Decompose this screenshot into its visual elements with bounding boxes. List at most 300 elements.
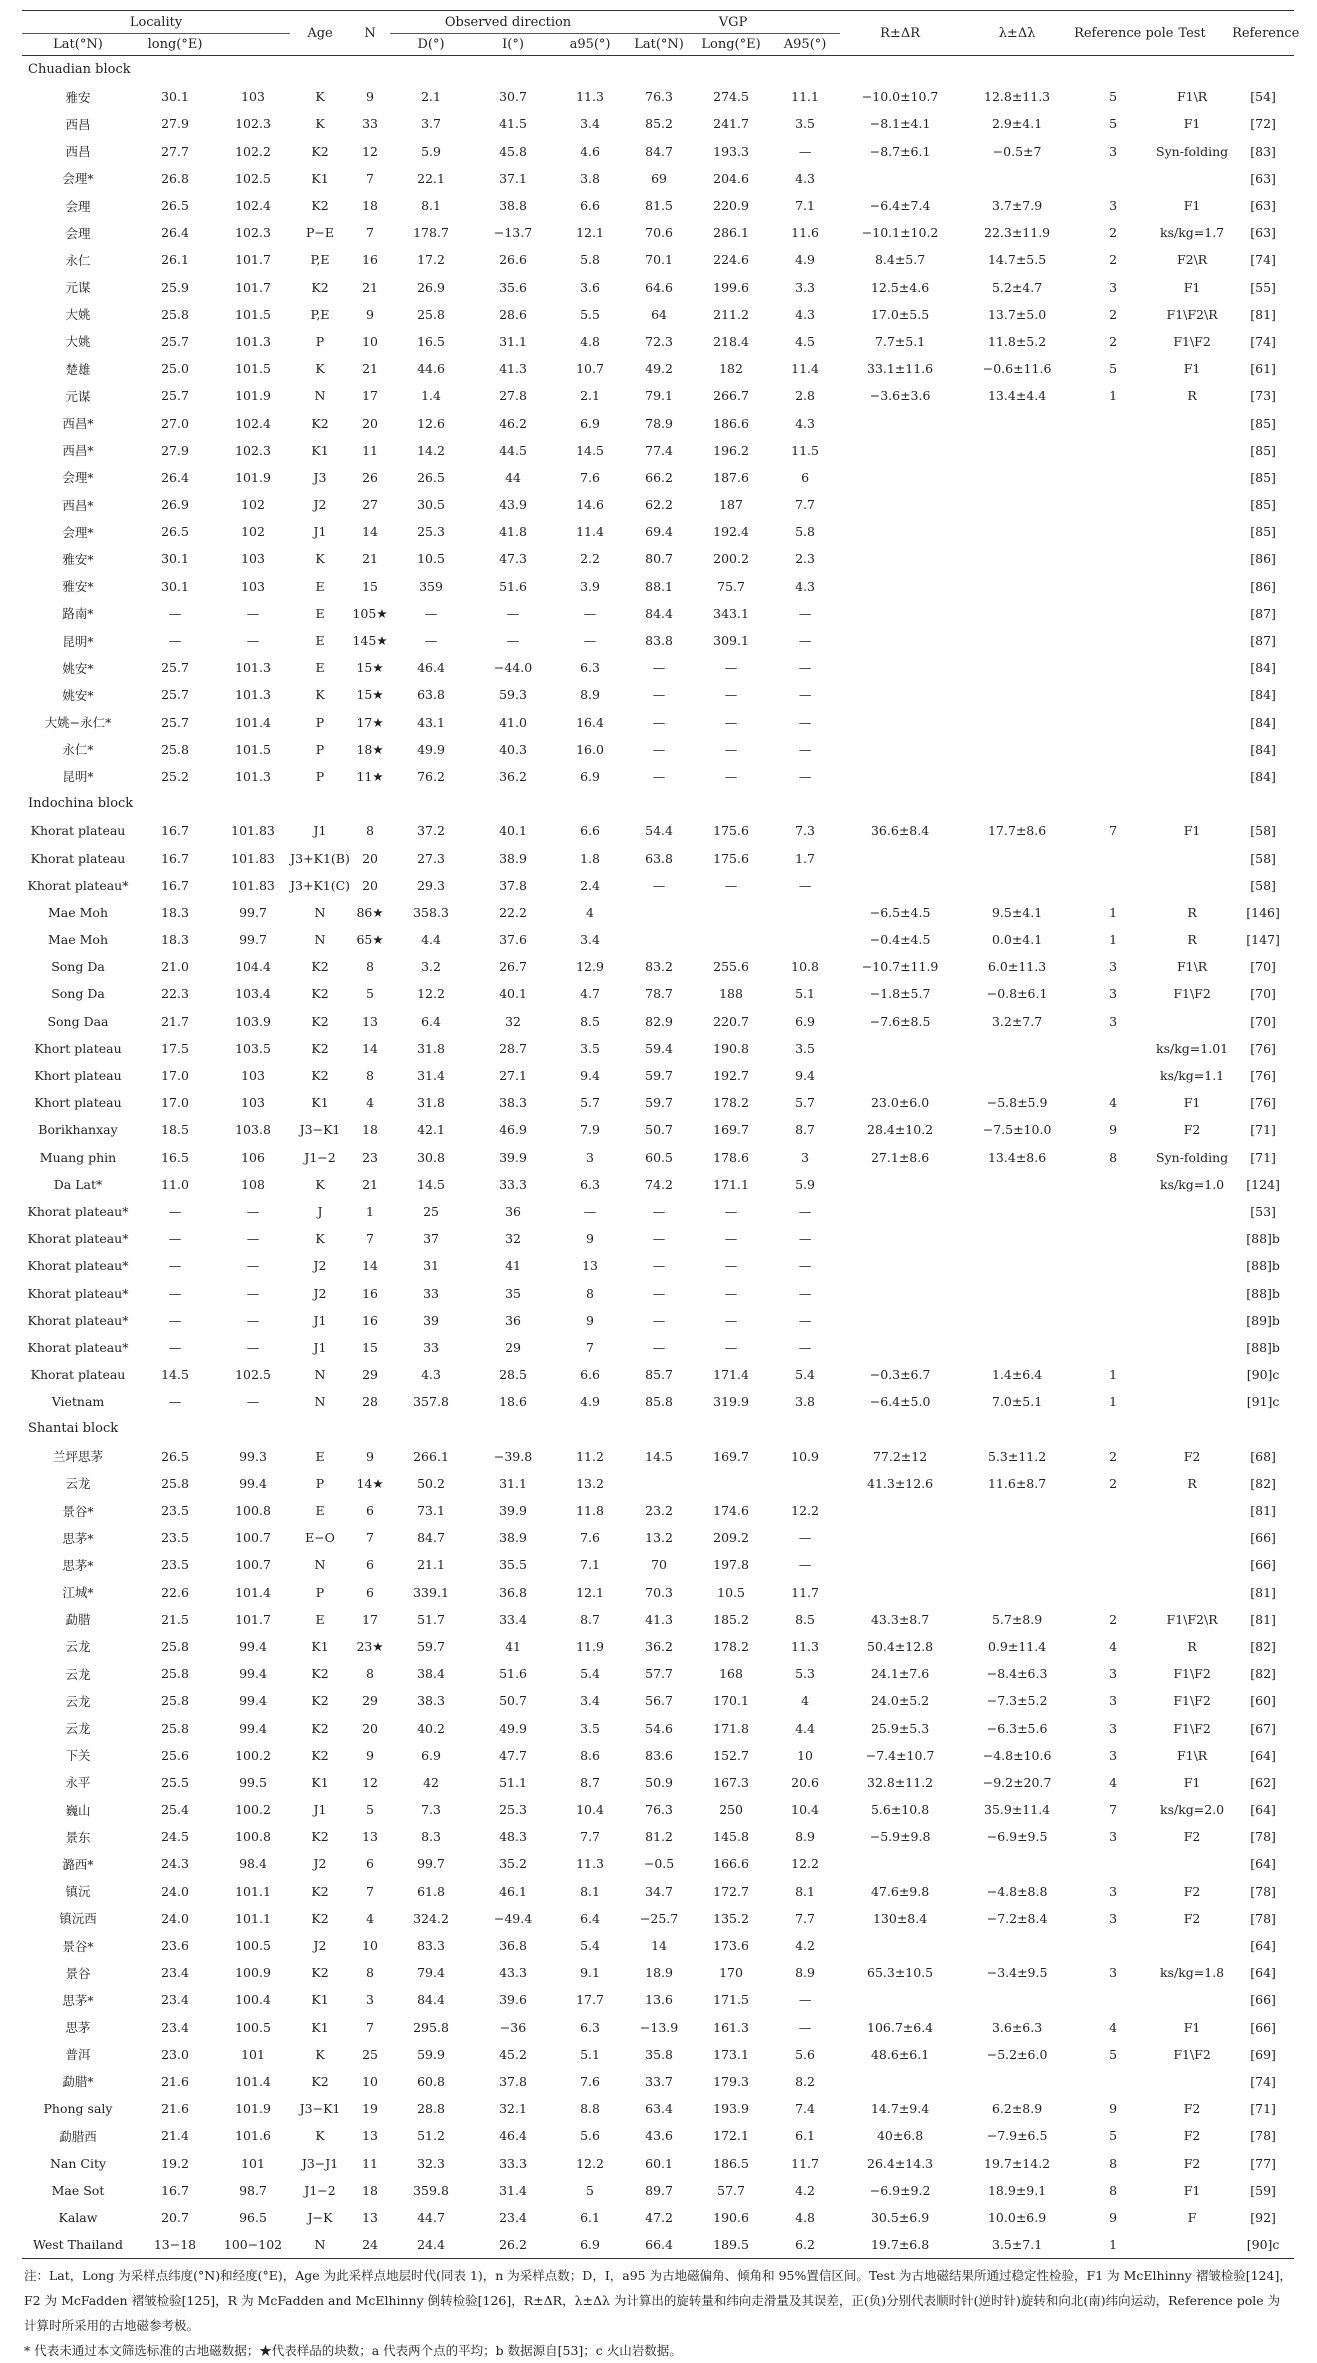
table-cell: 11.3 <box>576 89 604 105</box>
table-cell: — <box>798 1258 812 1274</box>
table-cell: 40.1 <box>499 823 527 839</box>
table-cell: 102 <box>241 524 265 540</box>
locality-cell: 勐腊西 <box>59 2128 97 2144</box>
table-cell: 101.5 <box>235 361 271 377</box>
table-cell <box>1074 573 1152 600</box>
table-cell: [63] <box>1250 198 1276 214</box>
table-cell <box>1152 1986 1232 2013</box>
table-cell: 24.0 <box>161 1883 189 1899</box>
table-cell: 8 <box>366 1965 374 1981</box>
table-cell: 7 <box>366 1883 374 1899</box>
table-cell <box>1074 1932 1152 1959</box>
locality-cell: Khorat plateau* <box>27 1231 129 1247</box>
table-cell: K1 <box>311 1774 329 1790</box>
table-row <box>22 573 1294 600</box>
table-cell: ks/kg=1.0 <box>1160 1176 1225 1192</box>
table-cell: 5.7±8.9 <box>991 1611 1043 1627</box>
table-cell: −36 <box>499 2019 527 2035</box>
table-cell: 25.8 <box>161 1475 189 1491</box>
table-cell: E <box>315 1448 325 1464</box>
table-cell: −10.1±10.2 <box>861 225 939 241</box>
table-row <box>22 2041 1294 2068</box>
table-cell: [76] <box>1250 1095 1276 1111</box>
table-cell: 8.7 <box>580 1774 600 1790</box>
table-cell: 7.7 <box>580 1829 600 1845</box>
locality-cell: 西昌 <box>65 144 91 160</box>
table-row <box>22 1769 1294 1796</box>
table-cell: 16.5 <box>161 1149 189 1165</box>
table-cell: 6.3 <box>580 1176 600 1192</box>
table-cell: K2 <box>311 1829 329 1845</box>
table-cell: [70] <box>1250 986 1276 1002</box>
table-cell: 274.5 <box>713 89 749 105</box>
table-cell: 54.4 <box>645 823 673 839</box>
table-cell: 4.4 <box>795 1720 815 1736</box>
table-cell: 63.4 <box>645 2101 673 2117</box>
table-cell: 6.2±8.9 <box>991 2101 1043 2117</box>
locality-cell: 雅安 <box>65 89 91 105</box>
table-cell: 193.9 <box>713 2101 749 2117</box>
table-cell: — <box>246 633 260 649</box>
table-cell <box>960 681 1074 708</box>
block-heading-row <box>22 1415 1294 1442</box>
table-cell: 15 <box>362 578 378 594</box>
table-cell: 7.9 <box>580 1122 600 1138</box>
table-cell <box>1152 627 1232 654</box>
table-cell: 103.9 <box>235 1013 271 1029</box>
table-cell: — <box>424 605 438 621</box>
table-cell <box>960 518 1074 545</box>
table-cell: 23.5 <box>161 1530 189 1546</box>
table-cell: K2 <box>311 198 329 214</box>
table-cell <box>1074 1334 1152 1361</box>
table-cell: 12.1 <box>576 225 604 241</box>
table-cell: [88]b <box>1246 1285 1280 1301</box>
table-cell: 224.6 <box>713 252 749 268</box>
table-cell: −5.2±6.0 <box>986 2046 1048 2062</box>
table-cell: P <box>315 333 325 349</box>
table-cell: 36.2 <box>645 1638 673 1654</box>
table-cell: [53] <box>1250 1203 1276 1219</box>
table-cell: F <box>1187 2209 1197 2225</box>
table-cell: 26.7 <box>499 959 527 975</box>
table-cell: 26.2 <box>472 2231 554 2259</box>
table-cell: 19.2 <box>161 2155 189 2171</box>
table-cell: [85] <box>1250 469 1276 485</box>
table-cell: 4.6 <box>580 143 600 159</box>
table-cell: 69 <box>651 170 667 186</box>
table-cell: 25.9 <box>161 279 189 295</box>
table-cell: 3 <box>1109 1965 1118 1981</box>
table-cell <box>1074 1579 1152 1606</box>
table-cell: 4 <box>366 1095 374 1111</box>
table-cell <box>960 1225 1074 1252</box>
table-cell: 25.5 <box>161 1774 189 1790</box>
header-declination: D(°) <box>417 37 445 52</box>
table-cell: 101.4 <box>235 714 271 730</box>
table-cell: 3.8 <box>580 170 600 186</box>
table-cell: 27.9 <box>161 116 189 132</box>
table-cell: 2 <box>1109 225 1118 241</box>
table-cell: [83] <box>1250 143 1276 159</box>
locality-cell: 会理 <box>65 198 91 214</box>
paper-table-page <box>22 10 1300 2363</box>
table-cell: 41 <box>505 1258 521 1274</box>
table-cell: [146] <box>1246 904 1280 920</box>
table-cell: [70] <box>1250 1013 1276 1029</box>
table-cell: [81] <box>1250 1611 1276 1627</box>
table-cell: 17 <box>362 1611 378 1627</box>
block-title: Indochina block <box>28 796 134 812</box>
table-cell: F1\F2 <box>1173 1720 1211 1736</box>
table-cell: 9 <box>1109 1122 1118 1138</box>
table-row <box>22 1035 1294 1062</box>
locality-cell: 大姚−永仁* <box>44 715 112 731</box>
table-cell: ks/kg=2.0 <box>1160 1802 1225 1818</box>
table-row <box>22 464 1294 491</box>
table-cell: — <box>652 1285 666 1301</box>
table-cell: K2 <box>311 1747 329 1763</box>
table-cell: 3.5 <box>795 116 815 132</box>
table-cell: 26.4 <box>161 469 189 485</box>
table-cell: 9 <box>366 1747 374 1763</box>
table-row <box>22 844 1294 871</box>
table-cell: 41.8 <box>499 524 527 540</box>
table-cell: 173.1 <box>713 2046 749 2062</box>
header-blank <box>216 34 290 56</box>
table-cell: 5.1 <box>580 2046 600 2062</box>
table-cell: 46.2 <box>499 415 527 431</box>
table-cell: 2 <box>1109 333 1118 349</box>
table-row <box>22 2014 1294 2041</box>
table-cell: N <box>290 2231 350 2259</box>
table-cell: 170.1 <box>713 1693 749 1709</box>
table-cell <box>840 600 960 627</box>
table-cell: K2 <box>311 1666 329 1682</box>
table-cell: 3 <box>1109 1666 1118 1682</box>
table-cell: 18★ <box>356 741 384 757</box>
table-cell: 25.7 <box>161 660 189 676</box>
table-cell <box>626 899 692 926</box>
table-cell: 6 <box>366 1557 374 1573</box>
table-cell: — <box>724 660 738 676</box>
table-cell: 13.2 <box>645 1530 673 1546</box>
table-cell: 36.8 <box>499 1938 527 1954</box>
table-cell: 9.4 <box>580 1068 600 1084</box>
table-cell: 50.7 <box>645 1122 673 1138</box>
table-cell: F1 <box>1183 361 1201 377</box>
table-cell <box>1152 1850 1232 1877</box>
table-cell: 23★ <box>356 1638 384 1654</box>
table-cell: 4.3 <box>795 170 815 186</box>
table-cell <box>1074 709 1152 736</box>
table-cell: 21 <box>362 361 378 377</box>
table-cell: 7 <box>366 2019 374 2035</box>
table-cell: E <box>315 660 325 676</box>
table-cell: 4 <box>801 1693 810 1709</box>
table-cell <box>960 844 1074 871</box>
table-row <box>22 681 1294 708</box>
table-cell: 17.7±8.6 <box>987 823 1047 839</box>
table-cell <box>1152 654 1232 681</box>
locality-cell: Muang phin <box>39 1149 117 1165</box>
table-cell <box>1152 437 1232 464</box>
table-cell: 5 <box>1109 361 1118 377</box>
table-cell: — <box>652 660 666 676</box>
table-row <box>22 1823 1294 1850</box>
table-cell: — <box>798 1312 812 1328</box>
table-cell: 40.1 <box>499 986 527 1002</box>
table-cell: 12.2 <box>791 1856 819 1872</box>
table-cell: 41.3 <box>499 361 527 377</box>
table-cell: 18 <box>362 2182 378 2198</box>
table-row <box>22 1579 1294 1606</box>
table-cell: 101.5 <box>235 741 271 757</box>
table-cell: 83.8 <box>645 633 673 649</box>
header-age: Age <box>307 25 333 41</box>
table-cell: K2 <box>311 1040 329 1056</box>
table-cell: 8.8 <box>580 2101 600 2117</box>
table-cell: 59.7 <box>417 1638 445 1654</box>
table-header-row-1 <box>22 11 1294 34</box>
table-cell: 7 <box>366 225 374 241</box>
table-cell: K2 <box>311 986 329 1002</box>
table-cell: 4 <box>1109 2019 1118 2035</box>
table-row <box>22 1714 1294 1741</box>
locality-cell: 路南* <box>62 606 94 622</box>
table-cell: 102.4 <box>235 198 271 214</box>
table-cell: 25.7 <box>161 714 189 730</box>
table-cell: [86] <box>1250 551 1276 567</box>
table-cell: 2 <box>1109 252 1118 268</box>
table-cell: 5 <box>1109 89 1118 105</box>
header-vgp-lat: Lat(°N) <box>634 37 684 52</box>
table-cell <box>840 1524 960 1551</box>
table-cell: 99.4 <box>239 1666 267 1682</box>
table-row <box>22 274 1294 301</box>
table-cell: 21.6 <box>161 2073 189 2089</box>
table-cell <box>960 1171 1074 1198</box>
table-cell: 3 <box>801 1149 810 1165</box>
locality-cell: 潞西* <box>62 1856 94 1872</box>
table-cell: K1 <box>311 1992 329 2008</box>
table-cell: 23.6 <box>161 1938 189 1954</box>
table-cell: −7.9±6.5 <box>986 2128 1048 2144</box>
table-cell: 81.5 <box>645 198 673 214</box>
table-cell: 9 <box>366 1448 374 1464</box>
table-cell: [88]b <box>1246 1339 1280 1355</box>
table-cell: N <box>314 1394 326 1410</box>
table-cell: [58] <box>1250 823 1276 839</box>
note-abbreviations: 注：Lat，Long 为采样点纬度(°N)和经度(°E)，Age 为此采样点地层时代(同表 1)，n 为采样点数；D，I，a95 为古地磁偏角、倾角和 95%置信区间。Test 为古地磁结果所通过稳定性检验，F1 为 McElhinny 褶皱检验[124]，F2 为 McFadden 褶皱检验[125]，R 为 McFadden and McElhinny 倒转检验[126]，R±ΔR，λ±Δλ 为计算出的旋转量和纬向走滑量及其误差，正(负)分别代表顺时针(逆时针)旋转和向北(南)纬向运动，Reference pole 为计算时所采用的古地磁参考极。 <box>24 2268 1292 2334</box>
table-cell: J <box>317 1203 323 1219</box>
table-cell: 29.3 <box>417 877 445 893</box>
table-cell: 33.3 <box>499 2155 527 2171</box>
table-cell: 4.3 <box>795 578 815 594</box>
locality-cell: West Thailand <box>22 2231 134 2259</box>
table-cell: 99.7 <box>239 932 267 948</box>
table-row <box>22 1850 1294 1877</box>
table-cell: 70.6 <box>645 225 673 241</box>
table-cell: −4.8±8.8 <box>986 1883 1048 1899</box>
table-cell: 3.5 <box>580 1720 600 1736</box>
locality-cell: Vietnam <box>51 1394 105 1410</box>
table-cell <box>1074 1279 1152 1306</box>
table-cell: 23.0 <box>161 2046 189 2062</box>
table-cell: [124] <box>1246 1176 1280 1192</box>
header-site-lat: Lat(°N) <box>53 37 103 52</box>
table-cell: 174.6 <box>713 1503 749 1519</box>
table-cell: J2 <box>313 1938 327 1954</box>
table-cell: 7.7±5.1 <box>874 333 926 349</box>
table-cell: 7 <box>366 1231 374 1247</box>
table-cell: 3 <box>1109 1013 1118 1029</box>
table-row <box>22 736 1294 763</box>
table-cell: 6.3 <box>580 2019 600 2035</box>
table-cell: J2 <box>313 1856 327 1872</box>
table-cell: 29 <box>362 1693 378 1709</box>
table-cell: 100.5 <box>235 1938 271 1954</box>
table-cell: 100.5 <box>235 2019 271 2035</box>
table-cell: K1 <box>311 442 329 458</box>
table-cell: 77.4 <box>645 442 673 458</box>
table-cell: [76] <box>1250 1040 1276 1056</box>
table-cell: 8.7 <box>795 1122 815 1138</box>
table-cell: 11.8 <box>576 1503 604 1519</box>
table-cell: 108 <box>241 1176 265 1192</box>
table-cell: [85] <box>1250 415 1276 431</box>
table-cell <box>1074 1850 1152 1877</box>
table-cell: 7.3 <box>421 1802 441 1818</box>
table-cell: [88]b <box>1246 1231 1280 1247</box>
table-cell: 100.9 <box>235 1965 271 1981</box>
table-cell <box>840 491 960 518</box>
table-cell <box>840 165 960 192</box>
table-row <box>22 926 1294 953</box>
table-cell <box>1152 1198 1232 1225</box>
table-cell: 13 <box>582 1258 598 1274</box>
table-cell <box>1074 409 1152 436</box>
header-reference-pole: Reference pole <box>1074 25 1174 41</box>
table-cell: 26.6 <box>499 252 527 268</box>
table-cell: 10 <box>362 333 378 349</box>
table-cell: 56.7 <box>645 1693 673 1709</box>
table-cell: 39.6 <box>499 1992 527 2008</box>
table-cell: 3.9 <box>580 578 600 594</box>
table-cell: 101.83 <box>231 823 275 839</box>
table-cell: 130±8.4 <box>872 1910 928 1926</box>
table-cell: 4.2 <box>795 1938 815 1954</box>
table-cell: 44 <box>505 469 521 485</box>
table-cell: 11 <box>362 442 378 458</box>
table-cell: 193.3 <box>713 143 749 159</box>
table-cell: J3−K1 <box>299 2101 341 2117</box>
table-cell: 27.1±8.6 <box>870 1149 930 1165</box>
table-cell: 8.1 <box>795 1883 815 1899</box>
table-cell: 18.3 <box>161 932 189 948</box>
table-cell: [82] <box>1250 1666 1276 1682</box>
table-cell: 185.2 <box>713 1611 749 1627</box>
table-cell: 101.9 <box>235 2101 271 2117</box>
table-cell <box>1074 1551 1152 1578</box>
table-cell: 25.3 <box>417 524 445 540</box>
table-cell: 102.3 <box>235 442 271 458</box>
table-cell: 39.9 <box>499 1149 527 1165</box>
table-cell: — <box>246 1285 260 1301</box>
table-cell: 10.4 <box>576 1802 604 1818</box>
table-cell: 319.9 <box>713 1394 749 1410</box>
table-cell: 22.1 <box>417 170 445 186</box>
table-cell: 6.0±11.3 <box>987 959 1047 975</box>
table-cell: 8 <box>366 823 374 839</box>
table-cell: K2 <box>311 1068 329 1084</box>
table-cell: [82] <box>1250 1475 1276 1491</box>
table-cell: 5.4 <box>795 1367 815 1383</box>
table-cell: 103.4 <box>235 986 271 1002</box>
locality-cell: Khorat plateau <box>30 850 126 866</box>
table-cell: 11.2 <box>576 1448 604 1464</box>
table-cell: 4 <box>366 1910 374 1926</box>
table-cell: [84] <box>1250 714 1276 730</box>
table-cell: [90]c <box>1232 2231 1294 2259</box>
table-cell: 10 <box>797 1747 814 1763</box>
table-cell: 12.2 <box>417 986 445 1002</box>
table-cell: 18.6 <box>499 1394 527 1410</box>
table-cell: 35.6 <box>499 279 527 295</box>
table-cell: 204.6 <box>713 170 749 186</box>
table-cell: 7.6 <box>580 469 600 485</box>
table-cell: −3.4±9.5 <box>986 1965 1048 1981</box>
table-cell: R <box>1187 932 1197 948</box>
table-cell: −9.2±20.7 <box>982 1774 1052 1790</box>
table-cell: 40±6.8 <box>876 2128 924 2144</box>
table-cell: 6 <box>366 1584 374 1600</box>
table-cell: 44.7 <box>417 2209 445 2225</box>
table-cell: F1\F2 <box>1173 333 1211 349</box>
table-cell <box>1152 1279 1232 1306</box>
table-cell: 197.8 <box>713 1557 749 1573</box>
locality-cell: 云龙 <box>65 1666 91 1682</box>
table-cell: J3−J1 <box>301 2155 339 2171</box>
table-cell: J1 <box>313 524 327 540</box>
table-cell: — <box>724 768 738 784</box>
table-cell: 8 <box>366 959 374 975</box>
table-cell: 44.6 <box>417 361 445 377</box>
table-cell: 27 <box>362 497 378 513</box>
table-cell: 100.8 <box>235 1829 271 1845</box>
table-cell: 5 <box>366 986 374 1002</box>
table-cell: 2 <box>1109 1448 1118 1464</box>
table-cell: 39.9 <box>499 1503 527 1519</box>
table-row <box>22 1116 1294 1143</box>
table-cell: F1\F2\R <box>1166 1611 1218 1627</box>
table-cell: 10.7 <box>576 361 604 377</box>
table-cell: 100.2 <box>235 1747 271 1763</box>
table-cell: 6.1 <box>795 2128 815 2144</box>
table-row <box>22 1443 1294 1470</box>
table-cell: 178.2 <box>713 1638 749 1654</box>
table-cell <box>960 1252 1074 1279</box>
table-cell: 54.6 <box>645 1720 673 1736</box>
table-row <box>22 1361 1294 1388</box>
table-cell: 6.2 <box>770 2231 840 2259</box>
table-notes <box>22 2263 1292 2363</box>
table-cell: 7.7 <box>795 1910 815 1926</box>
table-cell: — <box>798 768 812 784</box>
table-cell: J1 <box>313 823 327 839</box>
table-cell: 101.9 <box>235 469 271 485</box>
table-cell <box>960 1497 1074 1524</box>
